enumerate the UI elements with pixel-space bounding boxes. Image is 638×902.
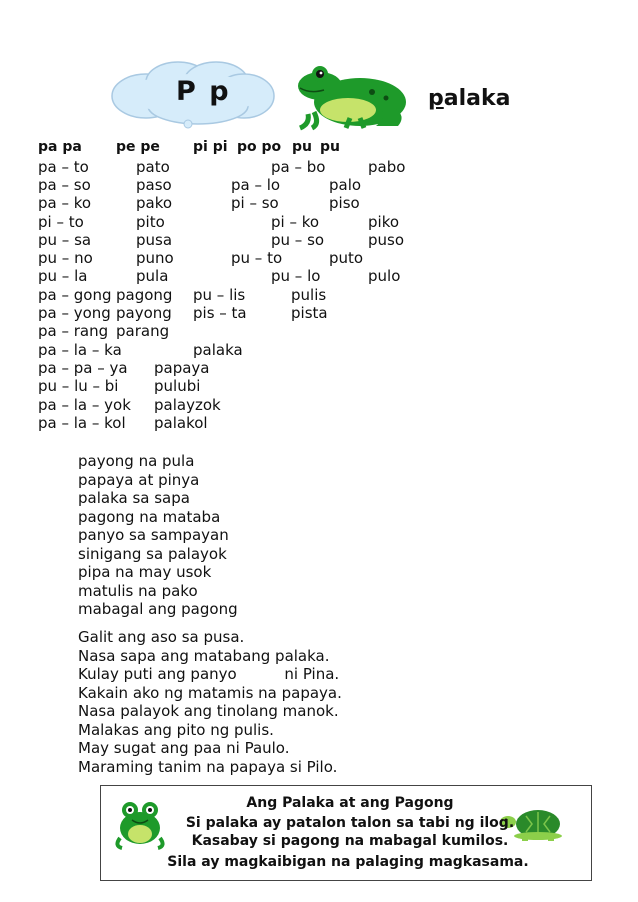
word-cell: pa – lo	[231, 176, 281, 195]
word-cell: pa – la – ka	[38, 341, 122, 359]
word-cell: pa – bo	[271, 158, 326, 176]
word-cell: pu – lu – bi	[38, 377, 119, 396]
word-cell: puso	[368, 230, 405, 249]
story-line-1: Si palaka ay patalon talon sa tabi ng ilog.	[185, 815, 515, 831]
sentence-item: Nasa palayok ang tinolang manok.	[78, 702, 339, 720]
word-cell: pa – la – yok	[38, 395, 131, 414]
word-cell: pa – so	[38, 176, 91, 195]
phrase-item: pipa na may usok	[78, 563, 212, 581]
word-cell: parang	[116, 322, 170, 341]
phrase-item: matulis na pako	[78, 581, 198, 600]
word-cell: pabo	[368, 158, 406, 176]
word-cell: pu – sa	[38, 230, 92, 249]
word-cell: puto	[329, 249, 364, 267]
phrase-item: pagong na mataba	[78, 507, 221, 526]
phrase-item: mabagal ang pagong	[78, 600, 238, 618]
word-title	[428, 86, 510, 111]
word-cell: pusa	[136, 230, 173, 249]
word-cell: pu – to	[231, 249, 283, 267]
word-cell: pu – no	[38, 249, 93, 267]
syllable-po: po po	[237, 139, 282, 155]
sentence-item: Malakas ang pito ng pulis.	[78, 720, 274, 739]
syllable-pu-2: pu	[320, 139, 340, 155]
word-cell: pulo	[368, 267, 401, 286]
word-cell: pi – to	[38, 212, 84, 231]
phrase-item: panyo sa sampayan	[78, 526, 229, 544]
word-cell: piso	[329, 194, 360, 213]
word-cell: pito	[136, 212, 165, 231]
word-cell: palakol	[154, 413, 208, 432]
story-line-3: Sila ay magkaibigan na palaging magkasama.	[167, 854, 529, 870]
word-cell: papaya	[154, 359, 210, 378]
phrase-item: palaka sa sapa	[78, 489, 190, 507]
sentence-item: Kulay puti ang panyo ni Pina.	[78, 665, 340, 683]
word-cell: pis – ta	[193, 304, 247, 323]
phrase-item: payong na pula	[78, 452, 195, 470]
word-cell: pu – lo	[271, 267, 321, 286]
phrase-item: sinigang sa palayok	[78, 544, 227, 563]
word-cell: palo	[329, 176, 362, 195]
small-frog-icon	[112, 798, 168, 850]
syllable-pu: pu	[292, 139, 312, 155]
word-cell: pu – la	[38, 267, 88, 286]
word-cell: palayzok	[154, 395, 221, 414]
word-cell: puno	[136, 249, 174, 267]
word-cell: pi – so	[231, 194, 279, 213]
sentence-item: Galit ang aso sa pusa.	[78, 628, 245, 646]
word-cell: piko	[368, 212, 400, 231]
word-cell: pato	[136, 158, 170, 176]
word-cell: pu – so	[271, 230, 325, 249]
sentence-item: Maraming tanim na papaya si Pilo.	[78, 757, 338, 776]
phrase-item: papaya at pinya	[78, 470, 200, 489]
word-cell: pulis	[291, 286, 327, 304]
syllable-pa: pa pa	[38, 139, 82, 155]
word-cell: pa – gong	[38, 286, 112, 304]
word-cell: pa – ko	[38, 194, 92, 213]
word-cell: pula	[136, 267, 169, 286]
word-cell: pulubi	[154, 377, 201, 396]
syllable-pe: pe pe	[116, 139, 160, 155]
word-rest: alaka	[443, 86, 511, 111]
story-title: Ang Palaka at ang Pagong	[246, 795, 454, 811]
word-cell: payong	[116, 304, 172, 323]
word-cell: palaka	[193, 341, 243, 359]
letter-title: P p	[176, 76, 231, 107]
word-cell: pa – pa – ya	[38, 359, 128, 378]
story-line-2: Kasabay si pagong na mabagal kumilos.	[191, 833, 509, 849]
sentence-item: Nasa sapa ang matabang palaka.	[78, 646, 330, 665]
word-first-letter: p	[428, 86, 444, 111]
word-cell: pu – lis	[193, 286, 246, 304]
word-cell: pagong	[116, 286, 173, 304]
word-cell: pa – to	[38, 158, 89, 176]
sentence-item: Kakain ako ng matamis na papaya.	[78, 683, 342, 702]
frog-illustration	[290, 62, 414, 132]
word-cell: pa – la – kol	[38, 413, 126, 432]
word-cell: pista	[291, 304, 328, 323]
syllable-pi: pi pi	[193, 139, 228, 155]
word-cell: pa – rang	[38, 322, 109, 341]
word-cell: pi – ko	[271, 212, 320, 231]
word-cell: pa – yong	[38, 304, 111, 323]
word-cell: paso	[136, 176, 172, 195]
word-cell: pako	[136, 194, 173, 213]
sentence-item: May sugat ang paa ni Paulo.	[78, 739, 290, 757]
